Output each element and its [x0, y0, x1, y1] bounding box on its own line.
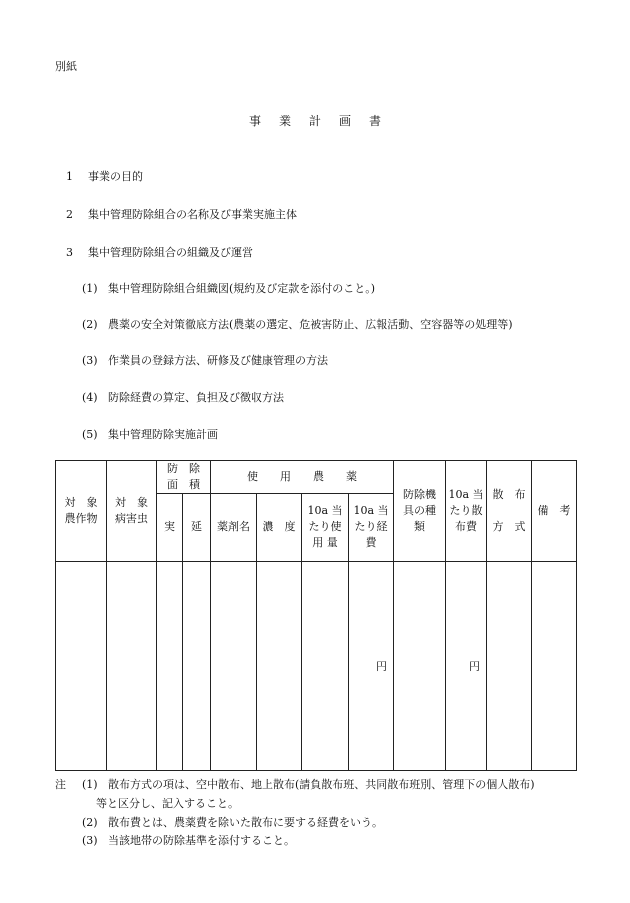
subsection-text: 防除経費の算定、負担及び徴収方法: [108, 391, 284, 404]
subsection-number: (5): [82, 428, 98, 441]
subsection-number: (2): [82, 318, 98, 331]
subsection-number: (1): [82, 282, 98, 295]
note-1: [82, 776, 535, 792]
header-area-actual: 実: [157, 493, 183, 561]
cell-cost-per-10a[interactable]: 円: [349, 561, 394, 770]
section-text: 事業の目的: [88, 170, 143, 183]
subsection-text: 集中管理防除実施計画: [108, 428, 218, 441]
header-area-total: 延: [183, 493, 211, 561]
header-target-crop: 対 象 農作物: [56, 461, 107, 562]
header-chemical-name: 薬剤名: [211, 493, 257, 561]
subsection-4: [82, 389, 284, 405]
cell-target-crop[interactable]: [56, 561, 107, 770]
header-concentration: 濃 度: [257, 493, 302, 561]
subsection-number: (4): [82, 391, 98, 404]
note-number: (3): [82, 834, 98, 847]
cell-spray-cost[interactable]: 円: [446, 561, 487, 770]
header-spray-method: 散 布 方 式: [487, 461, 532, 562]
implementation-plan-table: [55, 460, 577, 771]
header-target-pest: 対 象 病害虫: [107, 461, 157, 562]
cell-area-actual[interactable]: [157, 561, 183, 770]
cell-spray-method[interactable]: [487, 561, 532, 770]
note-text: 散布方式の項は、空中散布、地上散布(請負散布班、共同散布班別、管理下の個人散布): [108, 778, 535, 791]
attachment-label: 別紙: [55, 60, 77, 73]
header-remarks: 備 考: [532, 461, 577, 562]
cell-target-pest[interactable]: [107, 561, 157, 770]
note-3: [82, 832, 295, 848]
section-number: 2: [66, 208, 73, 221]
subsection-3: [82, 352, 328, 368]
section-2: [66, 206, 297, 222]
subsection-5: [82, 426, 218, 442]
section-number: 3: [66, 246, 73, 259]
note-2: [82, 814, 383, 830]
header-spray-cost: 10a 当 たり散 布費: [446, 461, 487, 562]
cell-remarks[interactable]: [532, 561, 577, 770]
section-number: 1: [66, 170, 73, 183]
section-3: [66, 244, 253, 260]
cell-chemical-name[interactable]: [211, 561, 257, 770]
section-1: [66, 168, 143, 184]
subsection-number: (3): [82, 354, 98, 367]
note-text: 当該地帯の防除基準を添付すること。: [108, 834, 295, 847]
section-text: 集中管理防除組合の名称及び事業実施主体: [88, 208, 297, 221]
subsection-2: [82, 316, 513, 332]
header-control-area: 防 除 面 積: [157, 461, 211, 494]
cell-concentration[interactable]: [257, 561, 302, 770]
note-text: 散布費とは、農薬費を除いた散布に要する経費をいう。: [108, 816, 383, 829]
cell-area-total[interactable]: [183, 561, 211, 770]
header-cost-per-10a: 10a 当 たり経 費: [349, 493, 394, 561]
note-1-continuation: 等と区分し、記入すること。: [96, 797, 239, 810]
document-title: 事業計画書: [248, 114, 399, 128]
section-text: 集中管理防除組合の組織及び運営: [88, 246, 253, 259]
header-pesticide-use: 使 用 農 薬: [211, 461, 394, 494]
subsection-text: 作業員の登録方法、研修及び健康管理の方法: [108, 354, 328, 367]
cell-equipment-type[interactable]: [394, 561, 446, 770]
cell-use-per-10a[interactable]: [302, 561, 349, 770]
header-use-per-10a: 10a 当 たり使 用 量: [302, 493, 349, 561]
subsection-1: [82, 280, 375, 296]
subsection-text: 農薬の安全対策徹底方法(農薬の選定、危被害防止、広報活動、空容器等の処理等): [108, 318, 513, 331]
note-number: (2): [82, 816, 98, 829]
note-number: (1): [82, 778, 98, 791]
notes-label: 注: [55, 778, 66, 791]
subsection-text: 集中管理防除組合組織図(規約及び定款を添付のこと。): [108, 282, 376, 295]
header-equipment-type: 防除機 具の種 類: [394, 461, 446, 562]
